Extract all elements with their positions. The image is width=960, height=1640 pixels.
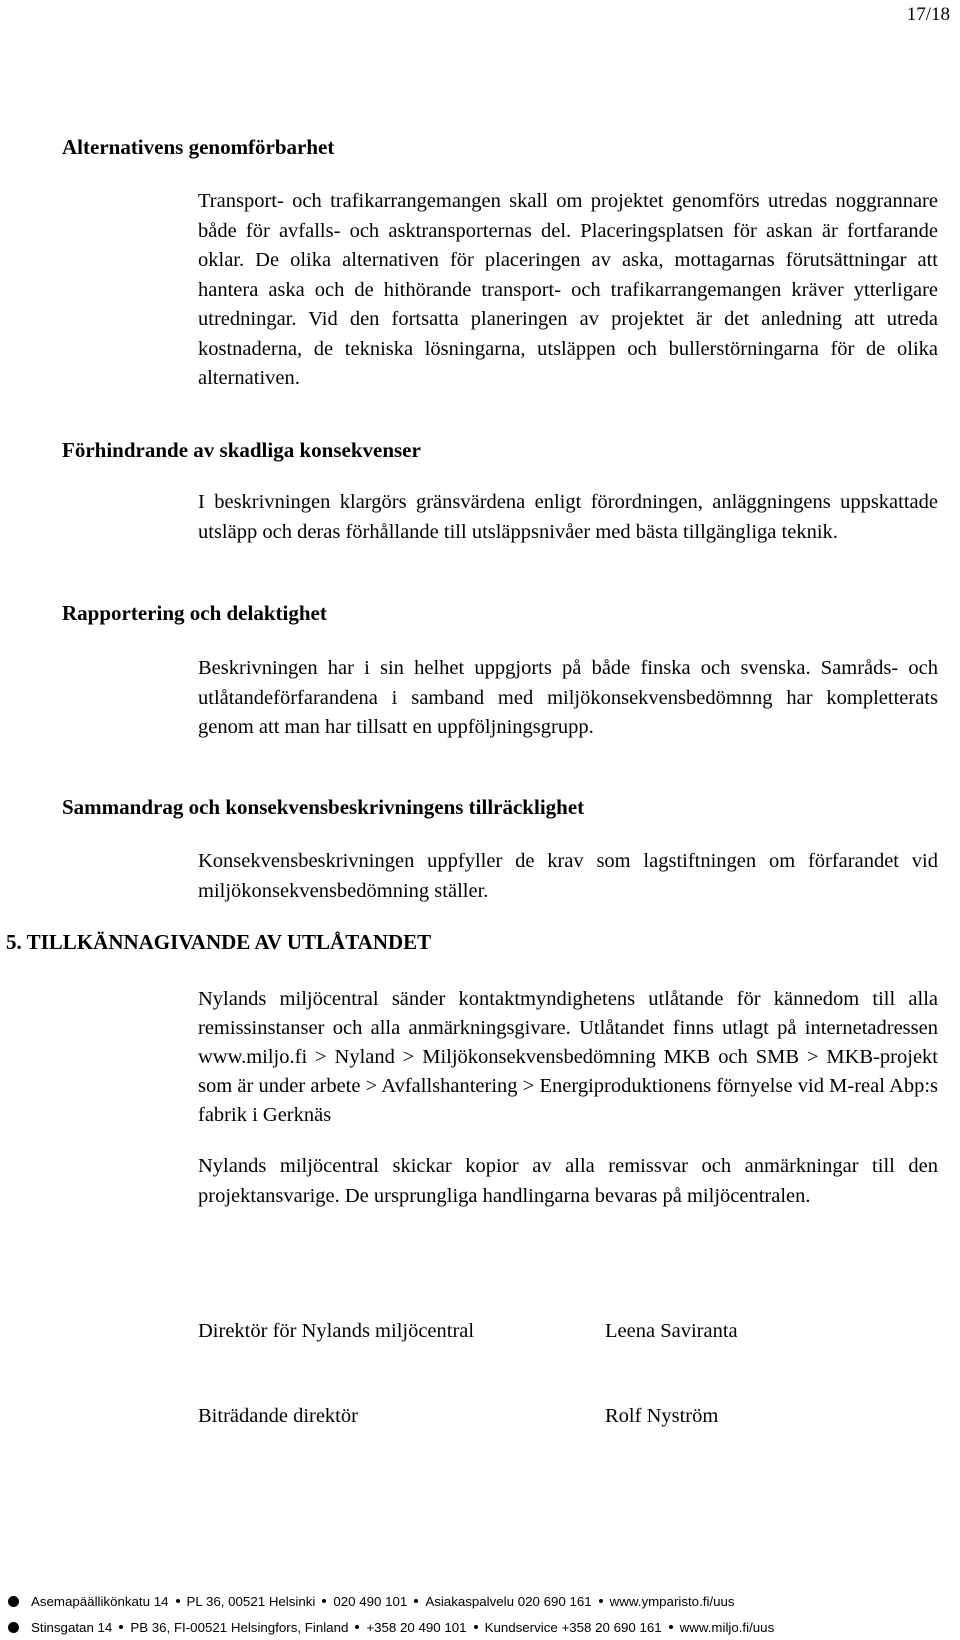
- section-paragraph-sammandrag: Konsekvensbeskrivningen uppfyller de krav som lagstiftningen om förfarandet vid miljökonsekvensbedömning ställer.: [198, 850, 938, 902]
- page-number: 17/18: [906, 4, 950, 25]
- footer-phone: +358 20 490 101: [366, 1619, 467, 1635]
- section-paragraph-alternativens-genomforbarhet: Transport- och trafikarrangemangen skall om projektet genomförs utredas noggrannare både för avfalls- och asktransporternas del. Placeringsplatsen för askan är fortfarande oklar. De olika alternativen för placeringen av aska, mottagarnas förutsättningar att hantera aska och de hithörande transport- och trafikarrangemangen kräver ytterligare utredningar. Vid den fortsatta planeringen av projektet är det anledning att utreda kostnaderna, de tekniska lösningarna, utsläppen och bullerstörningarna för de olika alternativen.: [198, 190, 938, 389]
- signature-name-director: Leena Saviranta: [605, 1320, 738, 1342]
- footer-postbox: PL 36, 00521 Helsinki: [186, 1593, 316, 1609]
- separator-dot-icon: [599, 1599, 603, 1603]
- separator-dot-icon: [355, 1625, 359, 1629]
- section-heading-sammandrag: Sammandrag och konsekvensbeskrivningens tillräcklighet: [62, 795, 585, 819]
- footer-phone: 020 490 101: [333, 1593, 408, 1609]
- section-heading-rapportering: Rapportering och delaktighet: [62, 601, 327, 625]
- separator-dot-icon: [414, 1599, 418, 1603]
- section-paragraph-rapportering: Beskrivningen har i sin helhet uppgjorts på både finska och svenska. Samråds- och utlåtandeförfarandena i samband med miljökonsekvensbedömnng har kompletterats genom att man har tillsatt en uppföljningsgrupp.: [198, 657, 938, 738]
- footer-postbox: PB 36, FI-00521 Helsingfors, Finland: [130, 1619, 349, 1635]
- separator-dot-icon: [176, 1599, 180, 1603]
- signature-title-deputy: Biträdande direktör: [198, 1405, 358, 1427]
- separator-dot-icon: [669, 1625, 673, 1629]
- footer-website-link[interactable]: www.ymparisto.fi/uus: [609, 1593, 735, 1609]
- chapter-5-paragraph-1: Nylands miljöcentral sänder kontaktmyndighetens utlåtande för kännedom till alla remissinstanser och alla anmärkningsgivare. Utlåtandet finns utlagt på internetadressen www.miljo.fi > Nyland > Miljökonsekvensbedömning MKB och SMB > MKB-projekt som är under arbete > Avfallshantering > Energiproduktionens förnyelse vid M-real Abp:s fabrik i Gerknäs: [198, 988, 938, 1126]
- footer-website-link[interactable]: www.miljo.fi/uus: [679, 1619, 775, 1635]
- footer-bullet-icon: [8, 1596, 19, 1607]
- signature-title-director: Direktör för Nylands miljöcentral: [198, 1320, 475, 1342]
- separator-dot-icon: [474, 1625, 478, 1629]
- footer-customer-service: Kundservice +358 20 690 161: [484, 1619, 662, 1635]
- footer-street: Stinsgatan 14: [31, 1619, 113, 1635]
- footer-street: Asemapäällikönkatu 14: [31, 1593, 169, 1609]
- footer-address-finnish: [8, 1590, 735, 1612]
- chapter-5-paragraph-2: Nylands miljöcentral skickar kopior av alla remissvar och anmärkningar till den projektansvarige. De ursprungliga handlingarna bevaras på miljöcentralen.: [198, 1155, 938, 1207]
- footer-address-swedish: [8, 1616, 774, 1638]
- footer-bullet-icon: [8, 1622, 19, 1633]
- section-heading-forhindrande: Förhindrande av skadliga konsekvenser: [62, 438, 421, 462]
- chapter-5-heading: 5. TILLKÄNNAGIVANDE AV UTLÅTANDET: [6, 930, 432, 954]
- footer-customer-service: Asiakaspalvelu 020 690 161: [425, 1593, 592, 1609]
- signature-name-deputy: Rolf Nyström: [605, 1405, 719, 1427]
- separator-dot-icon: [119, 1625, 123, 1629]
- section-heading-alternativens-genomforbarhet: Alternativens genomförbarhet: [62, 135, 335, 159]
- separator-dot-icon: [322, 1599, 326, 1603]
- section-paragraph-forhindrande: I beskrivningen klargörs gränsvärdena enligt förordningen, anläggningens uppskattade utsläpp och deras förhållande till utsläppsnivåer med bästa tillgängliga teknik.: [198, 491, 938, 543]
